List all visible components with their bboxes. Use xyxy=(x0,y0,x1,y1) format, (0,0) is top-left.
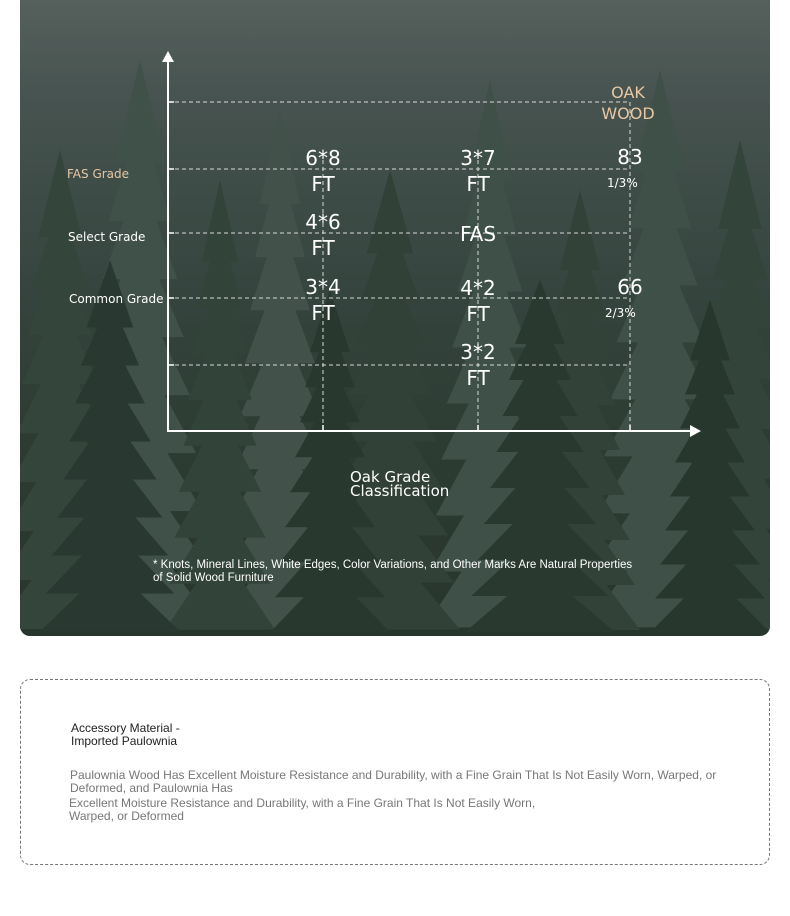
cell-common-3-ratio: 2/3% xyxy=(605,306,636,320)
cell-fas-2-size: 3*7 xyxy=(460,146,496,170)
oak-wood-header xyxy=(580,82,676,124)
oak-header-line-1: OAK xyxy=(611,83,645,102)
cell-common-1 xyxy=(283,274,363,326)
cell-fas-3-ratio: 1/3% xyxy=(607,176,638,190)
cell-select-2: FAS xyxy=(459,222,497,246)
hero-image-panel xyxy=(20,0,770,636)
cell-select-1-unit: FT xyxy=(311,236,335,260)
card-description-2: Excellent Moisture Resistance and Durability, with a Fine Grain That Is Not Easily Worn, Warped, or Deformed xyxy=(69,796,536,823)
card-title-line-2: Imported Paulownia xyxy=(71,734,178,748)
cell-fas-3: 83 xyxy=(617,145,643,169)
cell-common-3: 66 xyxy=(617,275,643,299)
material-card xyxy=(20,679,770,865)
card-title xyxy=(71,722,180,748)
cell-select-1-size: 4*6 xyxy=(305,210,341,234)
cell-low-2-unit: FT xyxy=(466,366,490,390)
axis-ticks xyxy=(168,102,630,431)
y-label-common: Common Grade xyxy=(69,292,164,306)
y-label-select: Select Grade xyxy=(68,230,146,244)
cell-select-1 xyxy=(283,209,363,261)
x-axis-title xyxy=(350,470,449,498)
x-axis-title-line-1: Oak Grade xyxy=(350,468,431,486)
y-label-fas: FAS Grade xyxy=(67,167,130,181)
cell-fas-1-size: 6*8 xyxy=(305,146,341,170)
y-axis-arrow xyxy=(162,51,174,62)
cell-common-1-unit: FT xyxy=(311,301,335,325)
cell-fas-2-unit: FT xyxy=(466,172,490,196)
cell-common-2-unit: FT xyxy=(466,302,490,326)
card-description-1: Paulownia Wood Has Excellent Moisture Resistance and Durability, with a Fine Grain That Is Not Easily Worn, Warped, or Deformed, and Paulownia Has xyxy=(70,768,717,795)
cell-common-2 xyxy=(438,275,518,327)
cell-low-2 xyxy=(438,339,518,391)
cell-common-1-size: 3*4 xyxy=(305,275,341,299)
cell-low-2-size: 3*2 xyxy=(460,340,496,364)
x-axis-title-line-2: Classification xyxy=(350,482,450,500)
cell-fas-2 xyxy=(438,145,518,197)
footnote: * Knots, Mineral Lines, White Edges, Color Variations, and Other Marks Are Natural Properties of Solid Wood Furniture xyxy=(153,559,633,584)
cell-common-2-size: 4*2 xyxy=(460,276,496,300)
cell-fas-1 xyxy=(283,145,363,197)
oak-header-line-2: WOOD xyxy=(601,104,655,123)
x-axis-arrow xyxy=(690,425,701,437)
gridlines xyxy=(168,102,630,431)
card-title-line-1: Accessory Material - xyxy=(71,721,180,735)
cell-fas-1-unit: FT xyxy=(311,172,335,196)
